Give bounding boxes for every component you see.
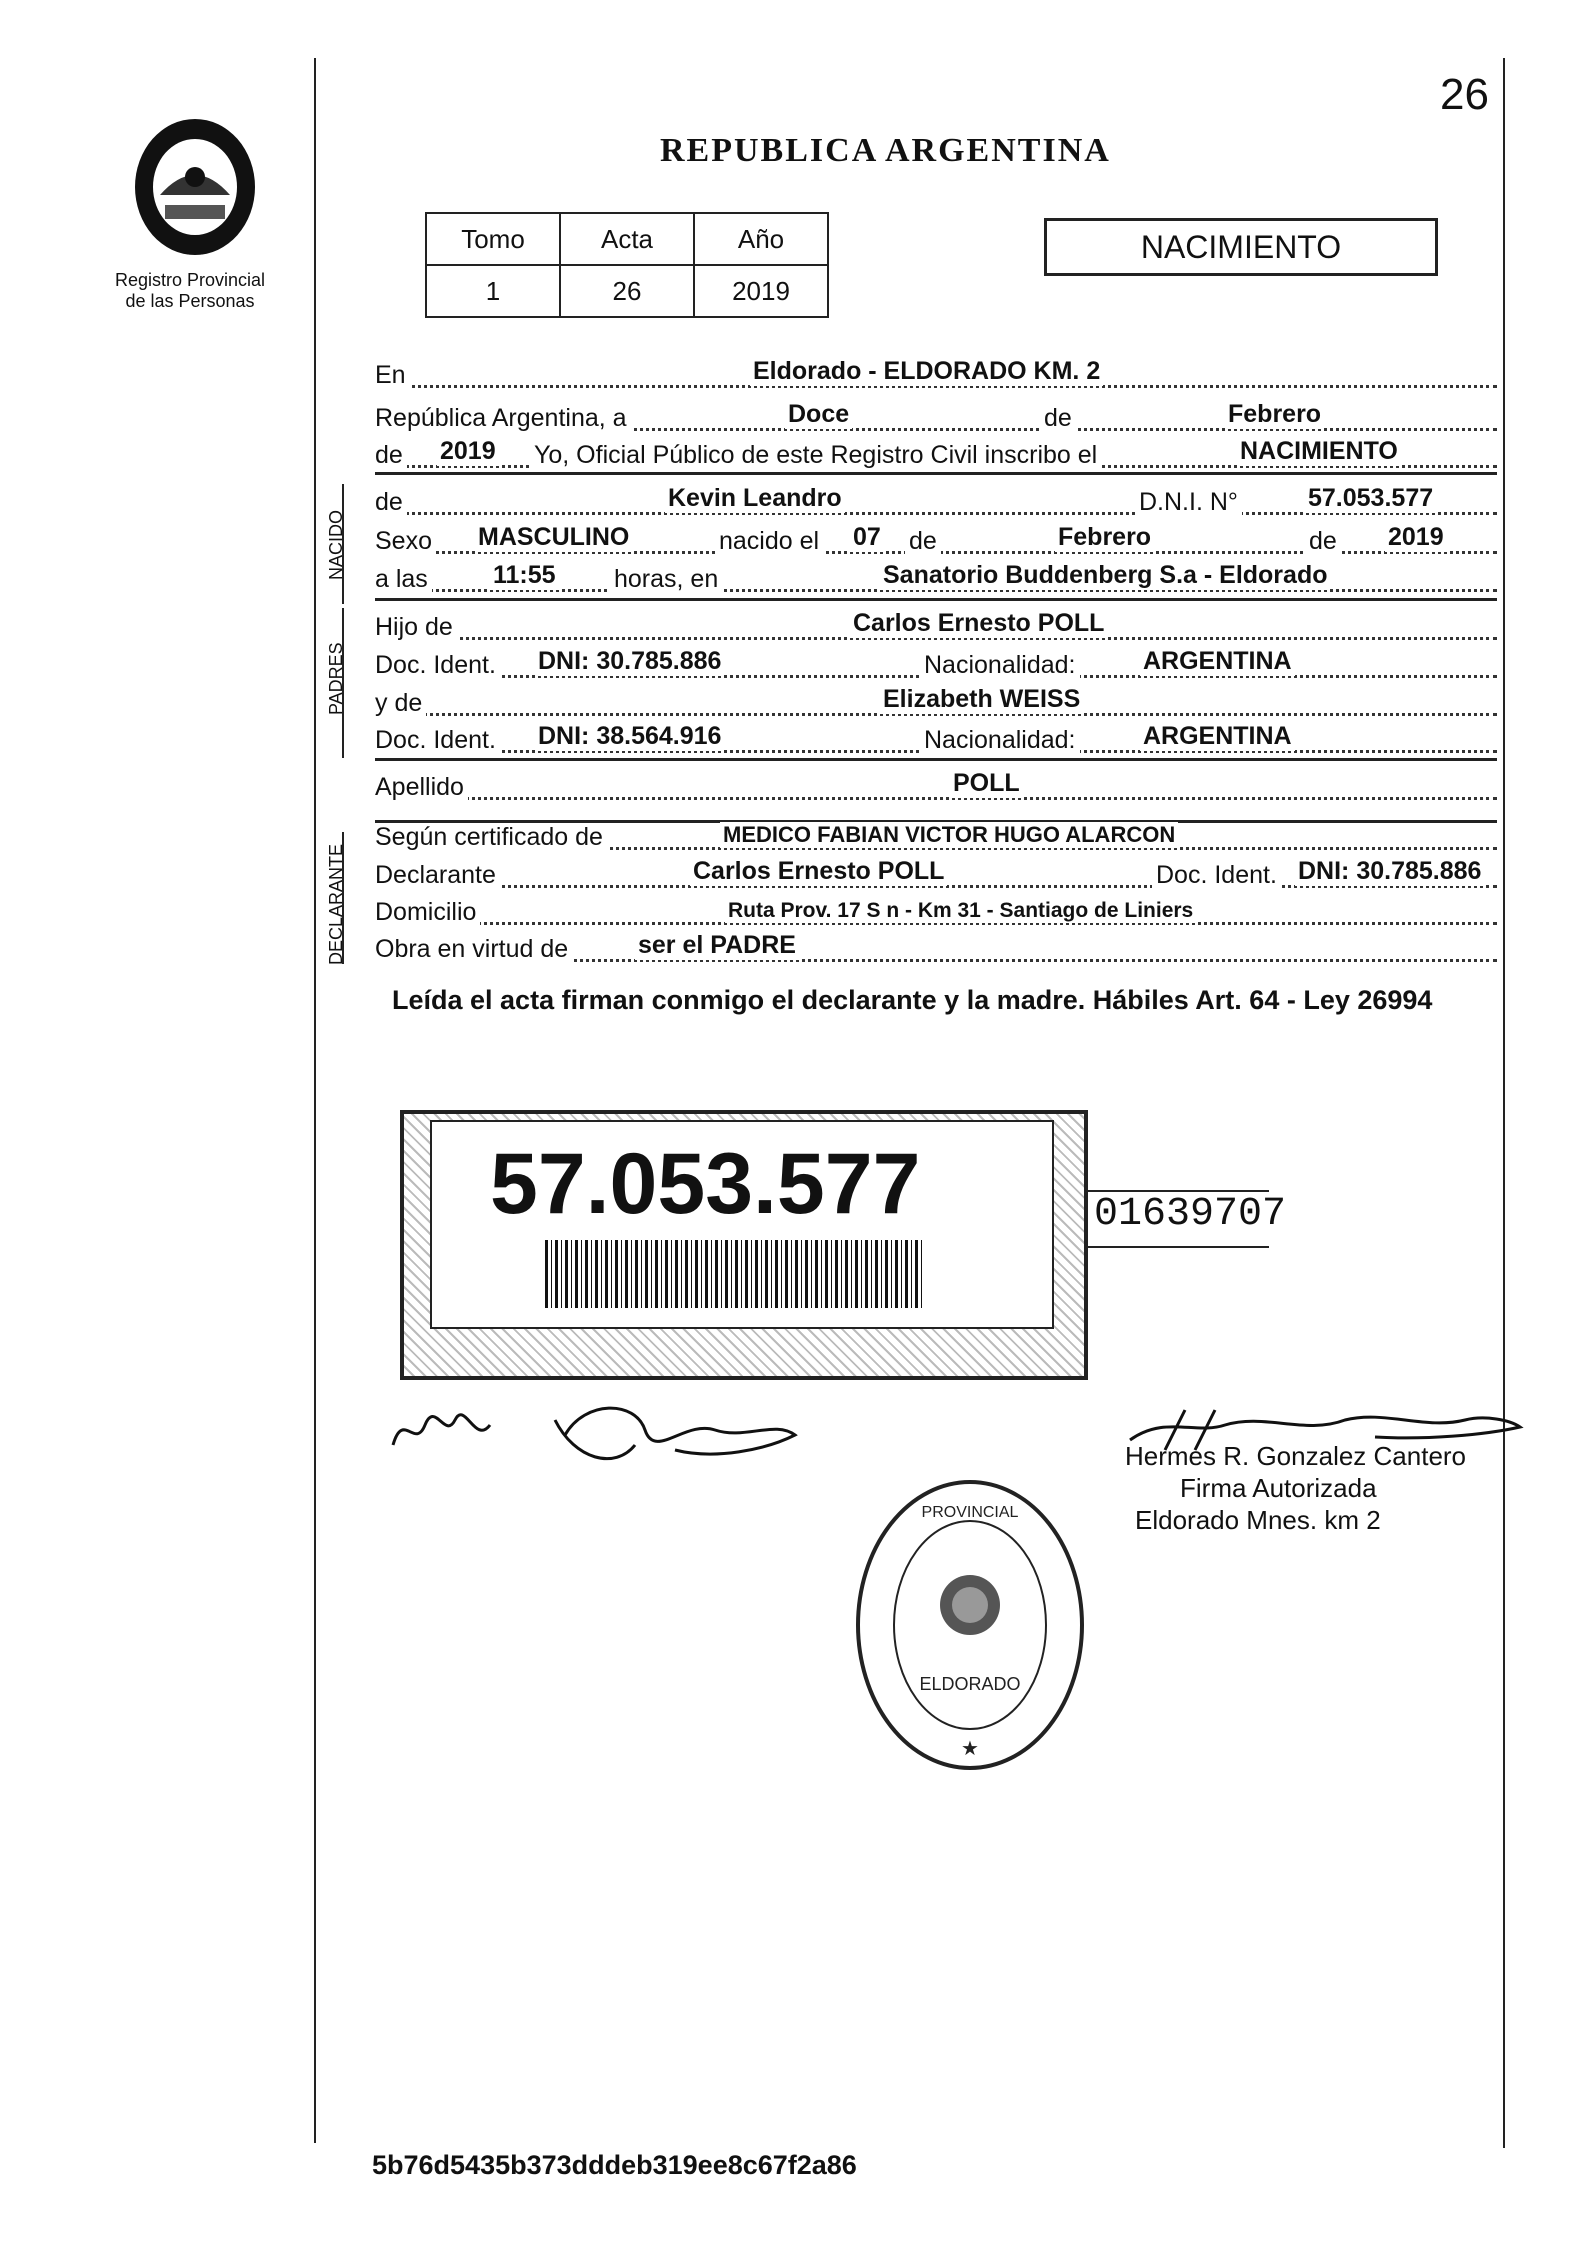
record-type-box: NACIMIENTO <box>1044 218 1438 276</box>
row-date: República Argentina, a Doce de Febrero <box>375 399 1497 435</box>
value-tomo: 1 <box>426 265 560 317</box>
signer-name: Hermes R. Gonzalez Cantero <box>1125 1441 1467 1471</box>
document-title: REPUBLICA ARGENTINA <box>660 132 1111 169</box>
declarant-signature <box>385 1390 805 1480</box>
child-dni-value: 57.053.577 <box>1305 484 1436 513</box>
header-acta: Acta <box>560 213 694 265</box>
capacity-value: ser el PADRE <box>635 931 799 960</box>
birth-day-value: 07 <box>850 523 884 552</box>
section-declarante: DECLARANTE <box>326 843 346 965</box>
svg-text:ELDORADO: ELDORADO <box>919 1674 1021 1694</box>
signer-place: Eldorado Mnes. km 2 <box>1135 1505 1381 1535</box>
value-anio: 2019 <box>694 265 828 317</box>
address-value: Ruta Prov. 17 S n - Km 31 - Santiago de Liniers <box>725 899 1196 923</box>
page-number: 26 <box>1440 70 1489 119</box>
signer-role: Firma Autorizada <box>1180 1473 1377 1503</box>
row-padre-doc: Doc. Ident. DNI: 30.785.886 Nacionalidad: ARGENTINA <box>375 646 1497 682</box>
row-nombre: de Kevin Leandro D.N.I. N° 57.053.577 <box>375 483 1497 519</box>
mother-nationality-value: ARGENTINA <box>1140 722 1295 751</box>
document-hash: 5b76d5435b373dddeb319ee8c67f2a86 <box>372 2150 857 2180</box>
value-acta: 26 <box>560 265 694 317</box>
row-domicilio: Domicilio Ruta Prov. 17 S n - Km 31 - Santiago de Liniers <box>375 893 1497 929</box>
row-sexo: Sexo MASCULINO nacido el 07 de Febrero de 2019 <box>375 522 1497 558</box>
left-margin-line <box>314 58 316 2143</box>
father-nationality-value: ARGENTINA <box>1140 647 1295 676</box>
registry-caption: Registro Provincial de las Personas <box>114 270 266 311</box>
record-kind-value: NACIMIENTO <box>1237 437 1401 466</box>
row-madre: y de Elizabeth WEISS <box>375 684 1497 720</box>
mother-name-value: Elizabeth WEISS <box>880 685 1083 714</box>
signer-block <box>1125 1440 1466 1536</box>
header-tomo: Tomo <box>426 213 560 265</box>
dni-number: 57.053.577 <box>490 1136 921 1232</box>
right-margin-line <box>1503 58 1505 2148</box>
row-en: En Eldorado - ELDORADO KM. 2 <box>375 356 1497 392</box>
control-number: 01639707 <box>1088 1190 1269 1248</box>
row-declarante: Declarante Carlos Ernesto POLL Doc. Ident. DNI: 30.785.886 <box>375 856 1497 892</box>
barcode-icon <box>545 1240 925 1308</box>
tomo-acta-anio-table <box>425 212 829 318</box>
birth-time-value: 11:55 <box>490 561 559 590</box>
mother-doc-value: DNI: 38.564.916 <box>535 722 724 751</box>
father-name-value: Carlos Ernesto POLL <box>850 609 1107 638</box>
year-value: 2019 <box>437 437 499 466</box>
sex-value: MASCULINO <box>475 523 632 552</box>
row-certificado: Según certificado de MEDICO FABIAN VICTOR HUGO ALARCON <box>375 818 1497 854</box>
birth-month-value: Febrero <box>1055 523 1154 552</box>
certificate-value: MEDICO FABIAN VICTOR HUGO ALARCON <box>720 822 1178 848</box>
registry-stamp <box>850 1475 1090 1775</box>
birth-place-value: Sanatorio Buddenberg S.a - Eldorado <box>880 561 1330 590</box>
row-madre-doc: Doc. Ident. DNI: 38.564.916 Nacionalidad: ARGENTINA <box>375 721 1497 757</box>
svg-text:★: ★ <box>961 1738 979 1760</box>
row-obra: Obra en virtud de ser el PADRE <box>375 930 1497 966</box>
father-doc-value: DNI: 30.785.886 <box>535 647 724 676</box>
row-hora: a las 11:55 horas, en Sanatorio Buddenberg S.a - Eldorado <box>375 560 1497 596</box>
surname-value: POLL <box>950 769 1023 798</box>
section-nacido: NACIDO <box>326 509 346 580</box>
row-apellido: Apellido POLL <box>375 768 1497 804</box>
month-value: Febrero <box>1225 400 1324 429</box>
birth-year-value: 2019 <box>1385 523 1447 552</box>
closing-note: Leída el acta firman conmigo el declarante y la madre. Hábiles Art. 64 - Ley 26994 <box>392 985 1433 1015</box>
row-padre: Hijo de Carlos Ernesto POLL <box>375 608 1497 644</box>
declarant-doc-value: DNI: 30.785.886 <box>1295 857 1484 886</box>
day-value: Doce <box>785 400 852 429</box>
child-name-value: Kevin Leandro <box>665 484 845 513</box>
svg-text:PROVINCIAL: PROVINCIAL <box>921 1504 1019 1521</box>
section-padres: PADRES <box>326 642 346 715</box>
place-value: Eldorado - ELDORADO KM. 2 <box>750 357 1103 386</box>
province-seal-logo <box>120 115 270 265</box>
row-inscription: de 2019 Yo, Oficial Público de este Registro Civil inscribo el NACIMIENTO <box>375 436 1497 472</box>
header-anio: Año <box>694 213 828 265</box>
declarant-name-value: Carlos Ernesto POLL <box>690 857 947 886</box>
